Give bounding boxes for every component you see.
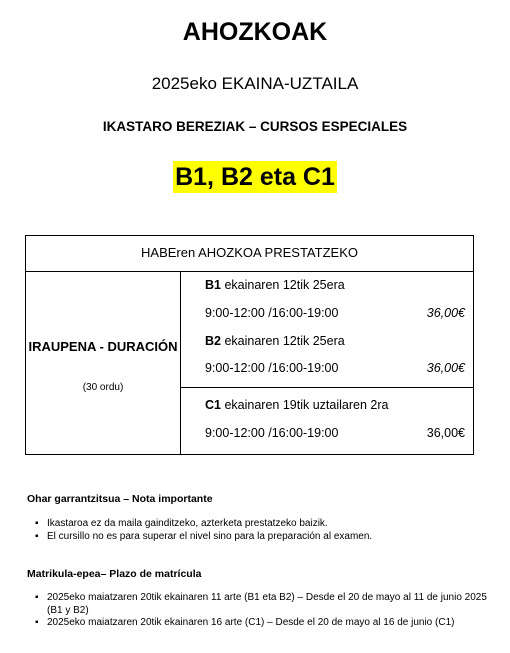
level-line-b1 — [205, 277, 465, 293]
schedule-line-b1 — [205, 305, 465, 321]
list-item: ▪ Ikastaroa ez da maila gainditzeko, azterketa prestatzeko baizik. — [35, 518, 328, 529]
bullet-icon: ▪ — [35, 617, 39, 628]
c1-cell — [181, 388, 473, 454]
table-header: HABEren AHOZKOA PRESTATZEKO — [26, 236, 473, 272]
level-line-b2 — [205, 333, 465, 349]
page-subtitle: 2025eko EKAINA-UZTAILA — [151, 74, 359, 93]
enrollment-heading: Matrikula-epea– Plazo de matrícula — [27, 568, 202, 580]
hours-note: (30 ordu) — [82, 382, 124, 393]
schedule-line-c1 — [205, 425, 465, 441]
price: 36,00€ — [426, 306, 465, 320]
b1-b2-cell — [181, 272, 473, 388]
levels-highlight: B1, B2 eta C1 — [175, 163, 335, 191]
list-item: ▪ 2025eko maiatzaren 20tik ekainaren 11 arte (B1 eta B2) – Desde el 20 de mayo al 11 de junio 2025 (B1 y B2) — [35, 592, 487, 616]
schedule-hours: 9:00-12:00 /16:00-19:00 — [205, 426, 339, 440]
levels-highlight-wrapper — [0, 161, 510, 193]
duration-label: IRAUPENA - DURACIÓN — [28, 339, 178, 354]
level-line-c1 — [205, 397, 465, 413]
level-code: C1 — [205, 398, 221, 412]
important-note-list — [27, 518, 487, 543]
list-item: ▪ El cursillo no es para superar el nivel sino para la preparación al examen. — [35, 530, 373, 542]
list-item: ▪ 2025eko maiatzaren 20tik ekainaren 16 arte (C1) – Desde el 20 de mayo al 16 de junio (C1) — [35, 617, 455, 628]
level-code: B2 — [205, 334, 221, 348]
bullet-icon: ▪ — [35, 592, 39, 603]
duration-cell — [26, 272, 181, 454]
level-dates: ekainaren 19tik uztailaren 2ra — [220, 398, 389, 412]
schedule-line-b2 — [205, 360, 465, 376]
important-note-heading: Ohar garrantzitsua – Nota importante — [27, 493, 213, 505]
page-title: AHOZKOAK — [182, 18, 328, 46]
course-info-table — [25, 235, 474, 455]
bullet-icon: ▪ — [35, 518, 39, 529]
schedule-hours: 9:00-12:00 /16:00-19:00 — [205, 361, 339, 375]
price: 36,00€ — [426, 426, 465, 440]
schedule-hours: 9:00-12:00 /16:00-19:00 — [205, 306, 339, 320]
enrollment-list — [27, 592, 487, 630]
level-dates: ekainaren 12tik 25era — [220, 334, 345, 348]
level-code: B1 — [205, 278, 221, 292]
price: 36,00€ — [426, 361, 465, 375]
bullet-icon: ▪ — [35, 530, 39, 542]
level-dates: ekainaren 12tik 25era — [220, 278, 345, 292]
section-heading: IKASTARO BEREZIAK – CURSOS ESPECIALES — [102, 119, 408, 134]
